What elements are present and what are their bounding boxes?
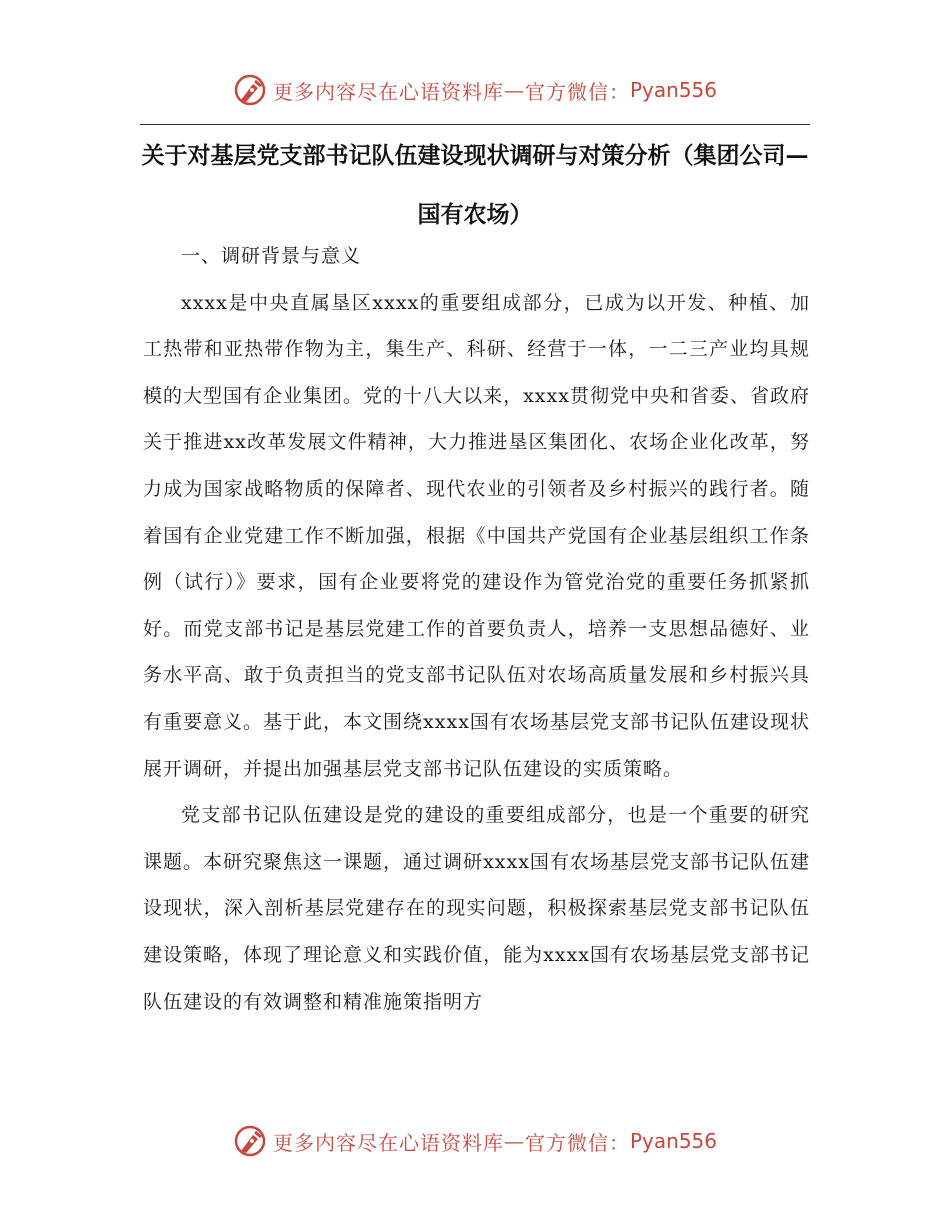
footer-banner <box>0 1121 950 1161</box>
document-title: 关于对基层党支部书记队伍建设现状调研与对策分析（集团公司—国有农场） <box>141 142 809 228</box>
paragraph: 党支部书记队伍建设是党的建设的重要组成部分，也是一个重要的研究课题。本研究聚焦这一课题，通过调研xxxx国有农场基层党支部书记队伍建设现状，深入剖析基层党建存在的现实问题，积极探索基层党支部书记队伍建设策略，体现了理论意义和实践价值，能为xxxx国有农场基层党支部书记队伍建设的有效调整和精准施策指明方 <box>143 804 810 1013</box>
pen-nib-logo-icon <box>233 73 267 107</box>
banner-separator: — <box>503 78 525 102</box>
section-heading: 一、调研背景与意义 <box>181 245 362 267</box>
banner-wechat-id: Pyan556 <box>629 78 717 102</box>
banner-text: 更多内容尽在心语资料库 <box>272 79 504 104</box>
banner-wechat-label: 官方微信： <box>524 1130 630 1155</box>
banner-text: 更多内容尽在心语资料库 <box>272 1130 504 1155</box>
banner-wechat-id: Pyan556 <box>629 1129 717 1153</box>
banner-wechat-label: 官方微信： <box>524 79 630 104</box>
pen-nib-logo-icon <box>233 1124 267 1158</box>
document-body <box>143 233 810 1025</box>
banner-separator: — <box>503 1129 525 1153</box>
header-banner <box>0 70 950 110</box>
paragraph: xxxx是中央直属垦区xxxx的重要组成部分，已成为以开发、种植、加工热带和亚热带作物为主，集生产、科研、经营于一体，一二三产业均具规模的大型国有企业集团。党的十八大以来，xxxx贯彻党中央和省委、省政府关于推进xx改革发展文件精神，大力推进垦区集团化、农场企业化改革，努力成为国家战略物质的保障者、现代农业的引领者及乡村振兴的践行者。随着国有企业党建工作不断加强，根据《中国共产党国有企业基层组织工作条例（试行）》要求，国有企业要将党的建设作为管党治党的重要任务抓紧抓好。而党支部书记是基层党建工作的首要负责人，培养一支思想品德好、业务水平高、敢于负责担当的党支部书记队伍对农场高质量发展和乡村振兴具有重要意义。基于此，本文围绕xxxx国有农场基层党支部书记队伍建设现状展开调研，并提出加强基层党支部书记队伍建设的实质策略。 <box>143 291 810 780</box>
header-rule <box>140 124 810 125</box>
